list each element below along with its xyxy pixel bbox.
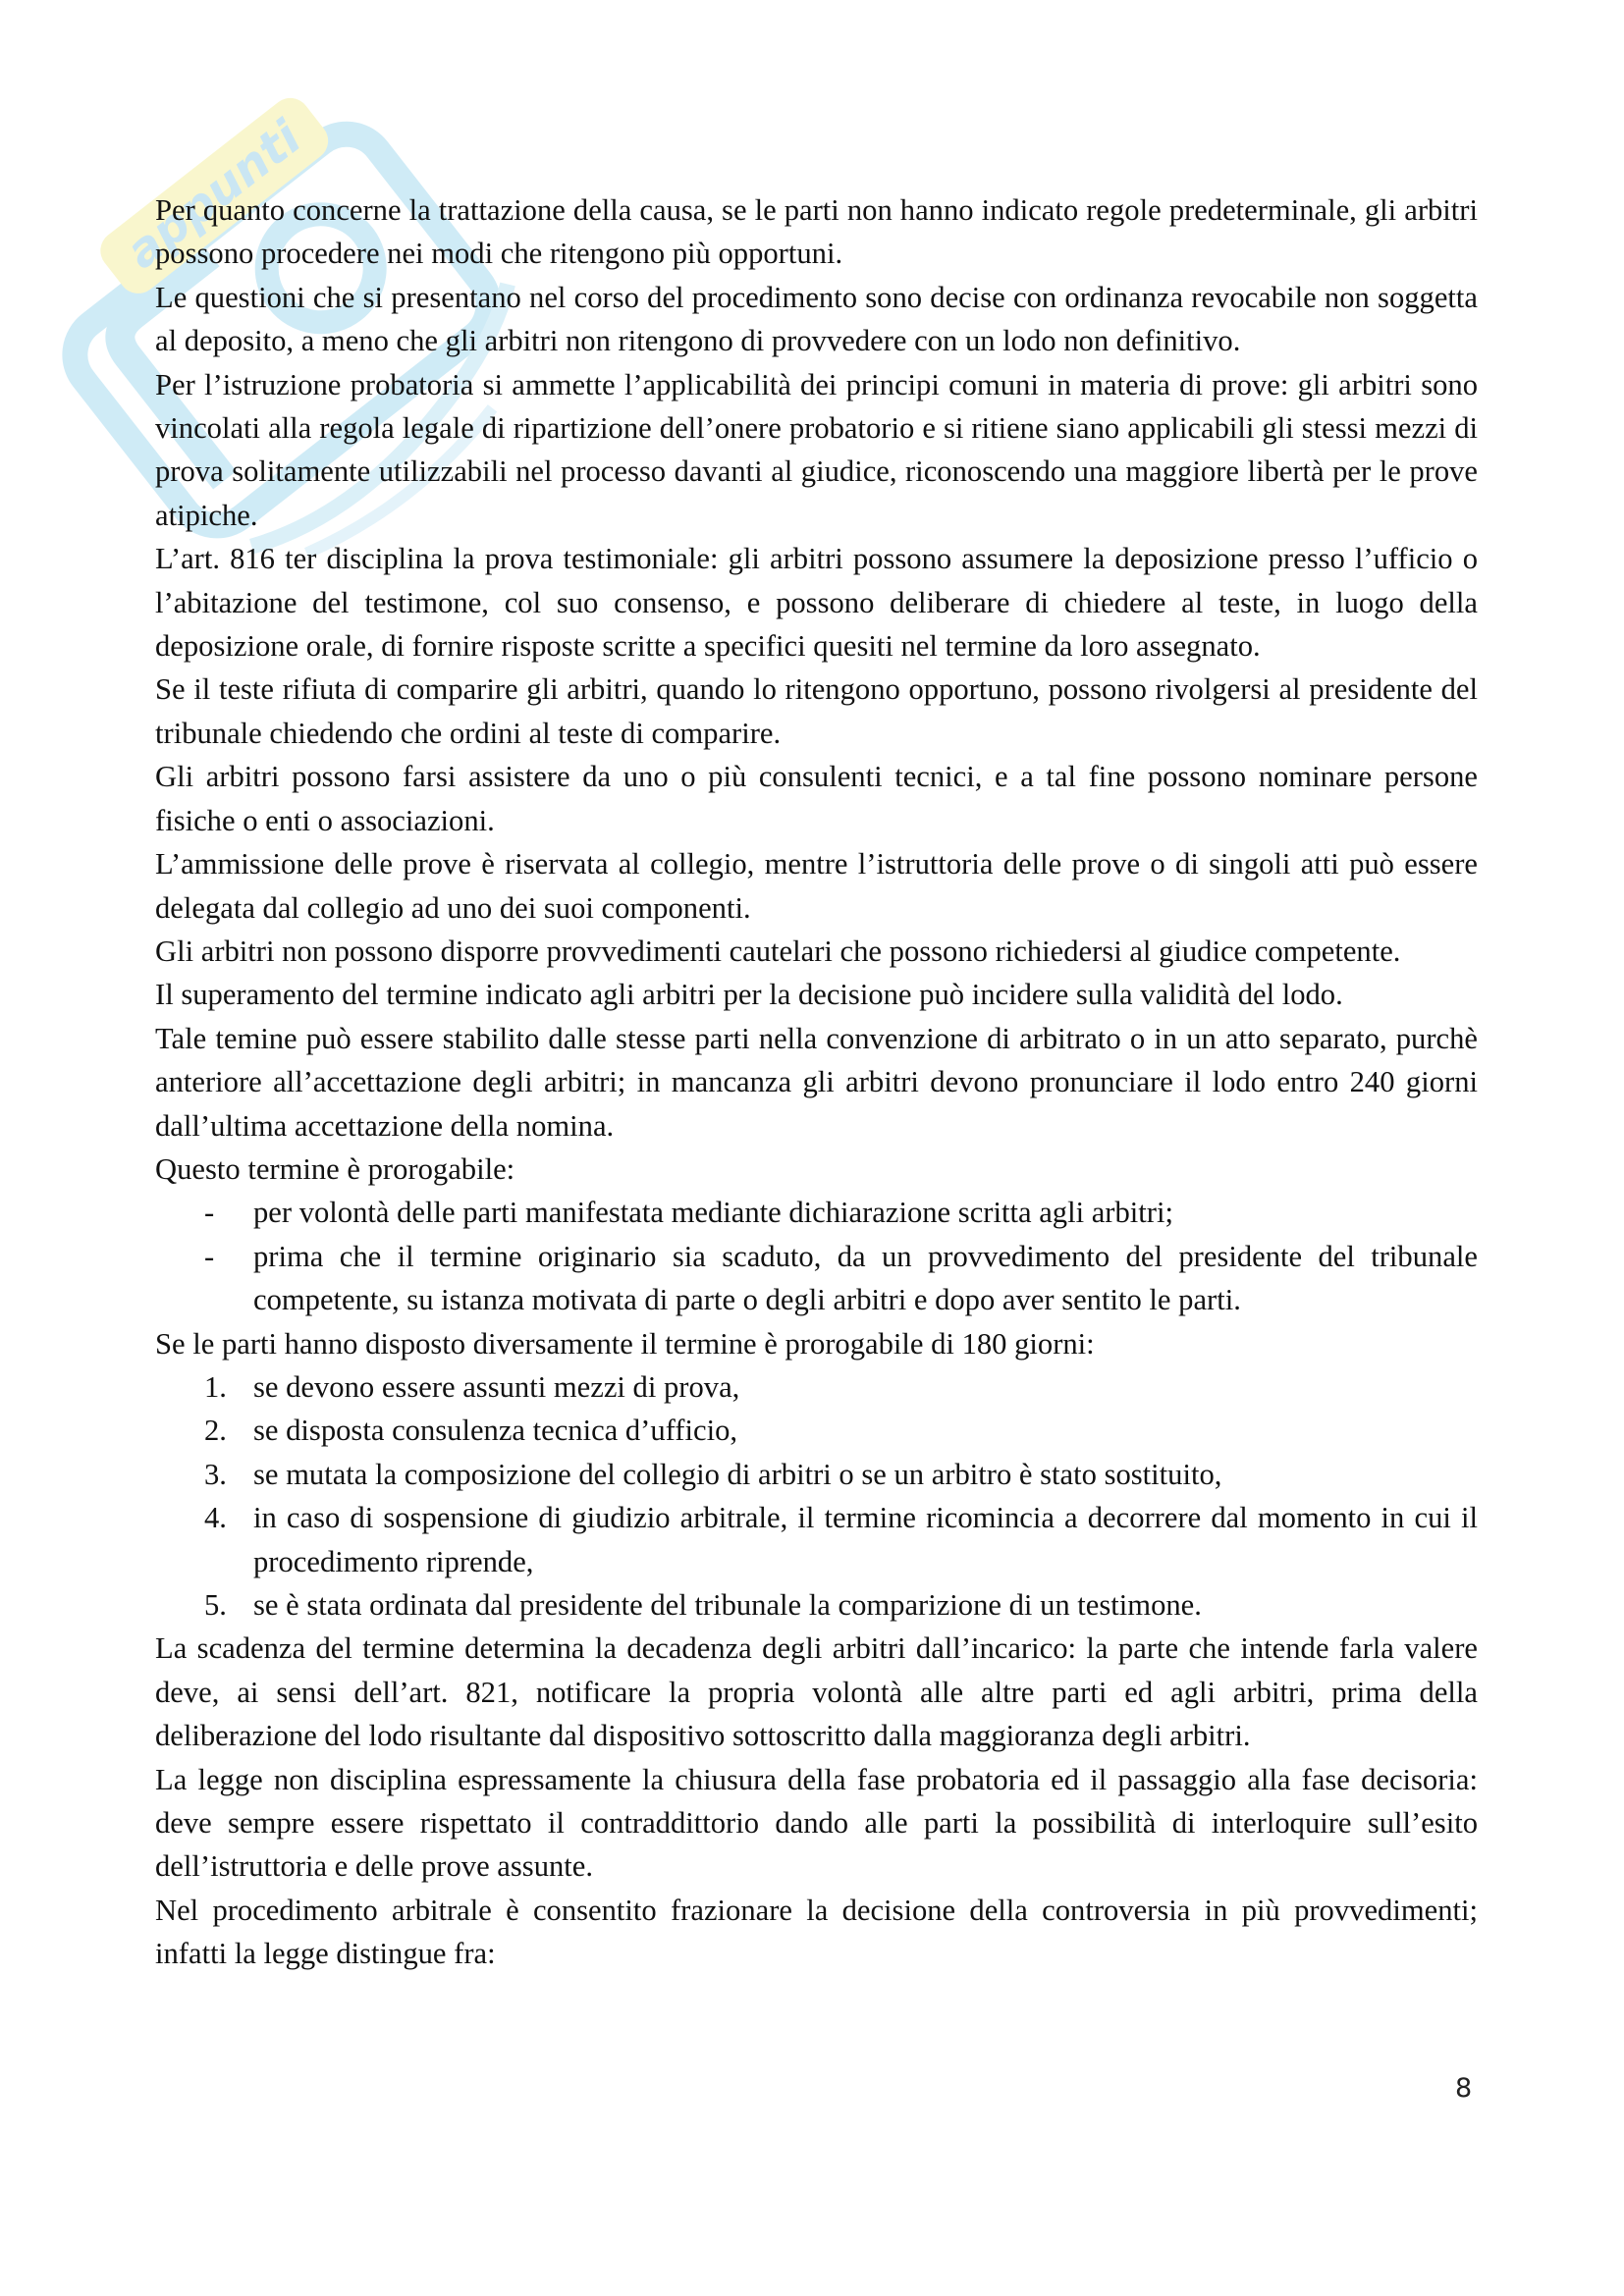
list-item xyxy=(155,1191,1478,1234)
watermark-text: appunti xyxy=(116,110,312,280)
paragraph-superamento-termine: Il superamento del termine indicato agli arbitri per la decisione può incidere sulla validità del lodo. xyxy=(155,978,1343,1012)
list-item xyxy=(155,1496,1478,1583)
list-item xyxy=(155,1409,1478,1452)
list-item-text: in caso di sospensione di giudizio arbitrale, il termine ricomincia a decorrere dal momento in cui il procedimento riprende, xyxy=(253,1501,1478,1578)
list-item xyxy=(155,1365,1478,1409)
list-item-text: se è stata ordinata dal presidente del tribunale la comparizione di un testimone. xyxy=(253,1588,1202,1622)
paragraph-termine-stabilito: Tale temine può essere stabilito dalle stesse parti nella convenzione di arbitrato o in un atto separato, purchè anteriore all’accettazione degli arbitri; in mancanza gli arbitri devono pronunciare il lodo entro 240 giorni dall’ultima accettazione della nomina. xyxy=(155,1021,1478,1143)
paragraph-rifiuto-teste: Se il teste rifiuta di comparire gli arbitri, quando lo ritengono opportuno, possono rivolgersi al presidente del tribunale chiedendo che ordini al teste di comparire. xyxy=(155,672,1478,750)
dash-marker: - xyxy=(204,1239,215,1273)
paragraph-scadenza-termine: La scadenza del termine determina la decadenza degli arbitri dall’incarico: la parte che intende farla valere deve, ai sensi dell’art. 821, notificare la propria volontà alle altre parti ed agli arbitri, prima della deliberazione del lodo risultante dal dispositivo sottoscritto dalla maggioranza degli arbitri. xyxy=(155,1631,1478,1753)
paragraph-consulenti-tecnici: Gli arbitri possono farsi assistere da uno o più consulenti tecnici, e a tal fine possono nominare persone fisiche o enti o associazioni. xyxy=(155,760,1478,837)
list-number: 2. xyxy=(204,1414,227,1448)
paragraph-frazionare-decisione: Nel procedimento arbitrale è consentito frazionare la decisione della controversia in più provvedimenti; infatti la legge distingue fra: xyxy=(155,1893,1478,1971)
list-item-text: se mutata la composizione del collegio di arbitri o se un arbitro è stato sostituito, xyxy=(253,1457,1222,1491)
list-number: 4. xyxy=(204,1501,227,1535)
list-item-text: prima che il termine originario sia scaduto, da un provvedimento del presidente del tribunale competente, su istanza motivata di parte o degli arbitri e dopo aver sentito le parti. xyxy=(253,1239,1478,1317)
paragraph-ammissione-prove: L’ammissione delle prove è riservata al collegio, mentre l’istruttoria delle prove o di singoli atti può essere delegata dal collegio ad uno dei suoi componenti. xyxy=(155,847,1478,925)
list-item xyxy=(155,1453,1478,1496)
paragraph-termine-prorogabile: Questo termine è prorogabile: xyxy=(155,1151,515,1186)
list-item xyxy=(155,1235,1478,1322)
paragraph-questioni: Le questioni che si presentano nel corso del procedimento sono decise con ordinanza revocabile non soggetta al deposito, a meno che gli arbitri non ritengono di provvedere con un lodo non definitivo. xyxy=(155,280,1478,358)
paragraph-istruzione-probatoria: Per l’istruzione probatoria si ammette l’applicabilità dei principi comuni in materia di prove: gli arbitri sono vincolati alla regola legale di ripartizione dell’onere probatorio e si ritiene siano applicabili gli stessi mezzi di prova solitamente utilizzabili nel processo davanti al giudice, riconoscendo una maggiore libertà per le prove atipiche. xyxy=(155,367,1478,532)
paragraph-trattazione: Per quanto concerne la trattazione della causa, se le parti non hanno indicato regole predeterminale, gli arbitri possono procedere nei modi che ritengono più opportuni. xyxy=(155,193,1478,271)
paragraph-chiusura-fase-probatoria: La legge non disciplina espressamente la chiusura della fase probatoria ed il passaggio alla fase decisoria: deve sempre essere rispettato il contraddittorio dando alle parti la possibilità di interloquire sull’esito dell’istruttoria e delle prove assunte. xyxy=(155,1762,1478,1884)
paragraph-proroga-180-giorni: Se le parti hanno disposto diversamente il termine è prorogabile di 180 giorni: xyxy=(155,1326,1095,1361)
list-number: 1. xyxy=(204,1369,227,1404)
list-item-text: se disposta consulenza tecnica d’ufficio, xyxy=(253,1414,738,1448)
paragraph-prova-testimoniale: L’art. 816 ter disciplina la prova testimoniale: gli arbitri possono assumere la deposizione presso l’ufficio o l’abitazione del testimone, col suo consenso, e possono deliberare di chiedere al teste, in luogo della deposizione orale, di fornire risposte scritte a specifici quesiti nel termine da loro assegnato. xyxy=(155,542,1478,664)
list-number: 5. xyxy=(204,1588,227,1622)
list-item xyxy=(155,1583,1478,1627)
paragraph-provvedimenti-cautelari: Gli arbitri non possono disporre provvedimenti cautelari che possono richiedersi al giudice competente. xyxy=(155,934,1401,968)
list-item-text: se devono essere assunti mezzi di prova, xyxy=(253,1369,740,1404)
proroga-dash-list xyxy=(155,1191,1478,1321)
document-body xyxy=(155,188,1478,1976)
list-number: 3. xyxy=(204,1457,227,1491)
proroga-numbered-list xyxy=(155,1365,1478,1627)
page-number: 8 xyxy=(1455,2073,1473,2104)
list-item-text: per volontà delle parti manifestata mediante dichiarazione scritta agli arbitri; xyxy=(253,1196,1173,1230)
dash-marker: - xyxy=(204,1196,215,1230)
